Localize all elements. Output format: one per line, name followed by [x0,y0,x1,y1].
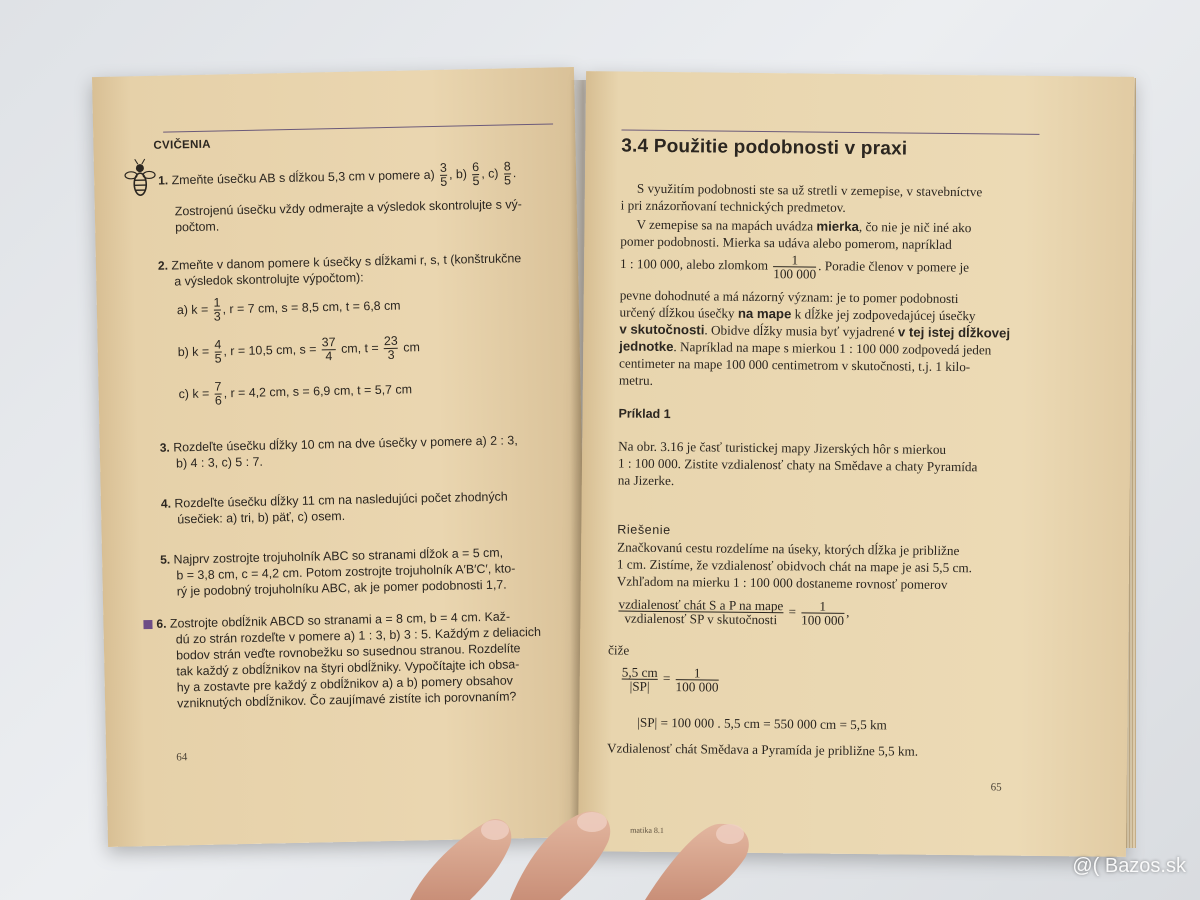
section-title: CVIČENIA [153,138,211,152]
page-number: 65 [990,781,1002,794]
bee-icon [124,158,157,203]
exercise-text: Zostrojenú úsečku vždy odmerajte a výsledok skontrolujte s vý- [174,197,522,219]
solution-line: Značkovanú cestu rozdelíme na úseky, ktorých dĺžka je približne [617,539,960,559]
exercise-number: 1. [158,173,169,188]
example-line: na Jizerke. [617,472,675,489]
exercise-6: 6. Zostrojte obdĺžnik ABCD so stranami a = 8 cm, b = 4 cm. Kaž- [143,608,510,632]
exercise-text: vzniknutých obdĺžnikov. Čo zaujímavé zistíte ich porovnaním? [176,689,517,711]
paragraph-line: i pri znázorňovaní technických predmetov. [620,197,846,215]
paragraph-line: pevne dohodnuté a má názorný význam: je to pomer podobnosti [619,287,959,307]
exercise-text: b = 3,8 cm, c = 4,2 cm. Potom zostrojte trojuholník A′B′C′, kto- [176,561,516,583]
exercise-2c: c) k = $\frac{7}{6}$ , r = 4,2 cm, s = 6,9 cm, t = 5,7 cm [178,379,413,408]
exercise-1: 1. Zmeňte úsečku AB s dĺžkou 5,3 cm v pomere a) $\frac{3}{5}$ , b) $\frac{6}{5}$ , c) $\frac{8}{5}$ . [158,159,517,189]
section-heading: 3.4 Použitie podobnosti v praxi [621,135,908,160]
exercise-5: 5. Najprv zostrojte trojuholník ABC so stranami dĺžok a = 5 cm, [159,545,504,567]
right-page [578,71,1134,857]
paragraph-line: S využitím podobnosti ste sa už stretli v zemepise, v stavebníctve [636,180,983,200]
paragraph-line: V zemepise sa na mapách uvádza mierka, čo nie je nič iné ako [636,216,972,236]
equation-text: čiže [607,642,630,658]
exercise-3: 3. Rozdeľte úsečku dĺžky 10 cm na dve úsečky v pomere a) 2 : 3, [159,433,518,455]
paragraph-line: v skutočnosti. Obidve dĺžky musia byť vyjadrené v tej istej dĺžkovej [619,321,1011,341]
equation-ratio: $\frac{5,5 cm}{|SP|}$ = $\frac{1}{100 000}$ [621,664,719,695]
example-title: Príklad 1 [618,406,671,422]
exercise-text: Zmeňte v danom pomere k úsečky s dĺžkami r, s, t (konštrukčne [171,251,522,273]
exercise-text: rý je podobný trojuholníku ABC, ak je pomer podobnosti 1,7. [176,577,507,599]
left-page [92,67,590,847]
conclusion: Vzdialenosť chát Smědava a Pyramída je približne 5,5 km. [606,740,919,759]
equation-result: |SP| = 100 000 . 5,5 cm = 550 000 cm = 5,5 km [637,714,887,733]
exercise-text: hy a zostavte pre každý z obdĺžnikov a) a b) pomery obsahov [176,673,513,695]
exercise-number: 2. [157,258,169,273]
exercise-text: dú zo strán rozdeľte v pomere a) 1 : 3, b) 3 : 5. Každým z deliacich [175,624,542,647]
exercise-text: počtom. [175,219,220,235]
exercise-text: bodov strán veďte rovnobežku so susednou stranou. Rozdelíte [175,641,521,663]
solution-line: Vzhľadom na mierku 1 : 100 000 dostaneme rovnosť pomerov [616,573,948,592]
example-line: Na obr. 3.16 je časť turistickej mapy Jizerských hôr s mierkou [618,438,947,457]
header-rule [163,123,553,132]
paragraph-line: jednotke. Napríklad na mape s mierkou 1 : 100 000 zodpovedá jeden [619,338,992,358]
header-rule [621,130,1039,135]
exercise-text: a výsledok skontrolujte výpočtom): [174,270,364,289]
exercise-text: úsečiek: a) tri, b) päť, c) osem. [177,508,346,527]
exercise-4: 4. Rozdeľte úsečku dĺžky 11 cm na nasledujúci počet zhodných [160,489,508,511]
exercise-text: Zmeňte úsečku AB s dĺžkou 5,3 cm v pomere a) [171,167,435,188]
footer-text: matika 8.1 [630,825,664,836]
equation-ratio: $\frac{\text{vzdialenosť chát S a P na mape}}{\text{vzdialenosť SP v skutočnosti}}$ = $\frac{1}{100 000}$ , [618,596,850,628]
difficulty-marker-icon [143,620,152,629]
paragraph-line: metru. [618,372,654,388]
paragraph-line: centimeter na mape 100 000 centimetrom v skutočnosti, t.j. 1 kilo- [618,355,971,375]
solution-title: Riešenie [617,522,671,538]
paragraph-line: 1 : 100 000, alebo zlomkom $\frac{1}{100 000}$ . Poradie členov v pomere je [620,252,970,282]
fraction: $\frac{1}{100 000}$ [773,252,817,282]
solution-line: 1 cm. Zistíme, že vzdialenosť obidvoch chát na mape je asi 5,5 cm. [616,556,972,576]
paragraph-line: určený dĺžkou úsečky na mape k dĺžke jej zodpovedajúcej úsečky [619,304,976,324]
hand-image [400,790,780,900]
example-line: 1 : 100 000. Zistite vzdialenosť chaty na Smědave a chaty Pyramída [617,455,978,475]
exercise-2b: b) k = $\frac{4}{5}$ , r = 10,5 cm, s = $\frac{37}{4}$ cm, t = $\frac{23}{3}$ cm [177,333,421,366]
exercise-text: tak každý z obdĺžnikov na štyri obdĺžniky. Vypočítajte ich obsa- [176,657,520,679]
page-number: 64 [176,751,188,764]
watermark: @( Bazos.sk [1072,855,1186,877]
fraction: $\frac{3}{5}$ [439,160,448,189]
fraction: $\frac{6}{5}$ [472,160,480,189]
paragraph-line: pomer podobnosti. Mierka sa udáva alebo pomerom, napríklad [620,233,952,252]
exercise-text: b) 4 : 3, c) 5 : 7. [175,454,264,471]
fraction: $\frac{8}{5}$ [503,159,512,188]
exercise-2a: a) k = $\frac{1}{3}$ , r = 7 cm, s = 8,5 cm, t = 6,8 cm [176,295,401,324]
